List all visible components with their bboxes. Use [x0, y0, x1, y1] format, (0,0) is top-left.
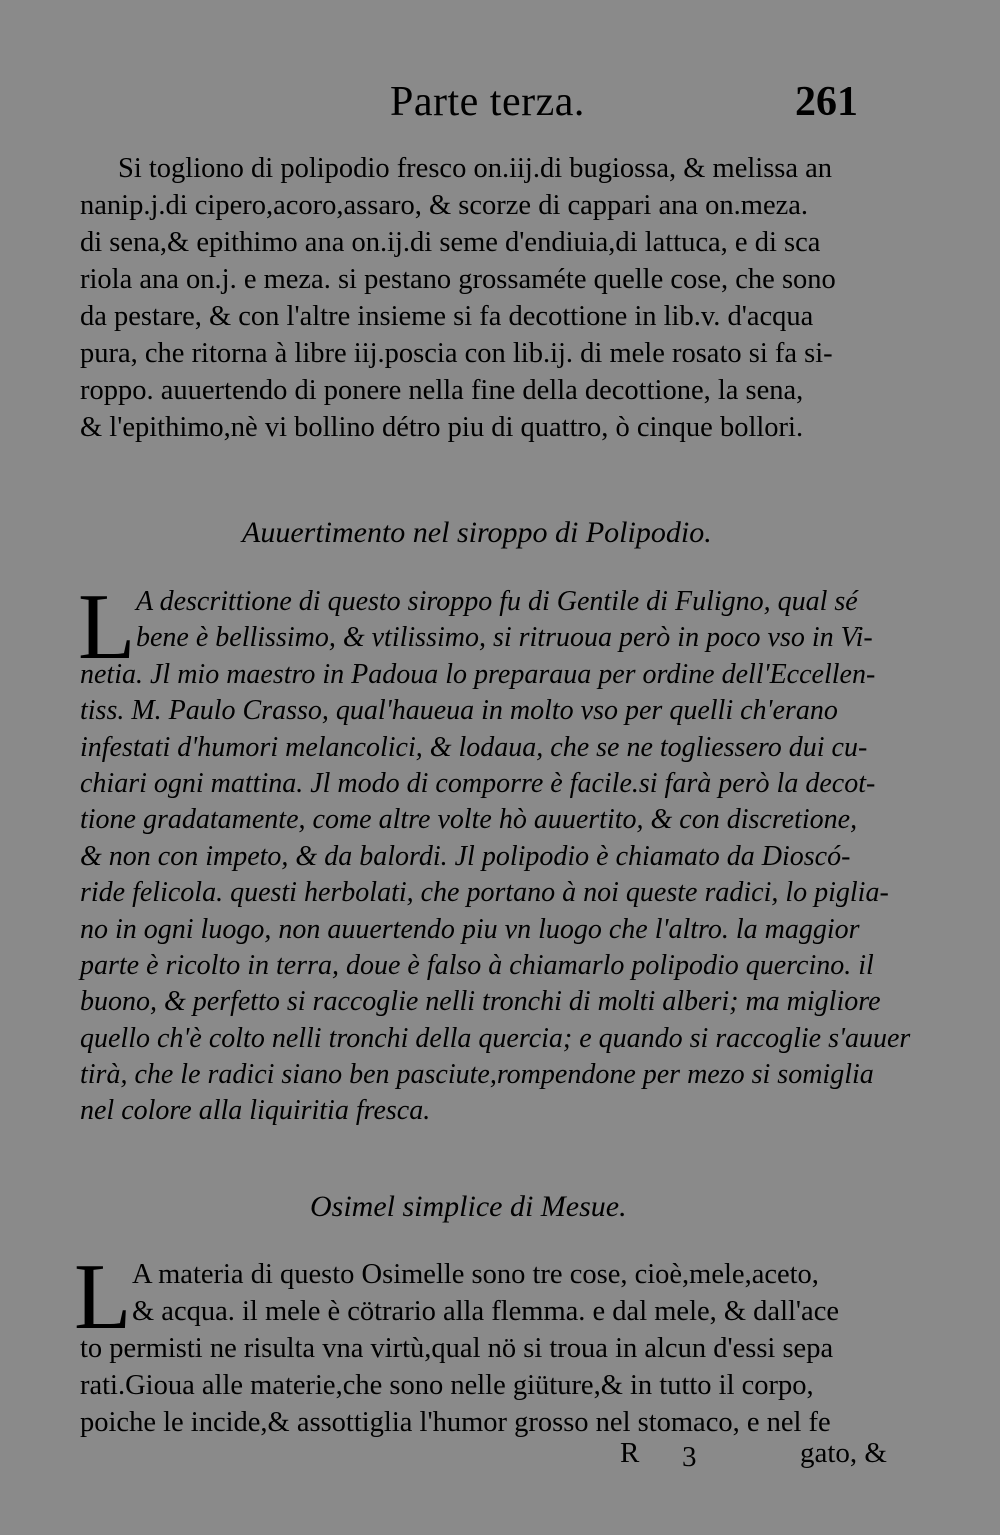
text-line: & non con impeto, & da balordi. Jl polipodio è chiamato da Dioscó-: [80, 840, 851, 872]
text-line: nanip.j.di cipero,acoro,assaro, & scorze di cappari ana on.meza.: [80, 190, 809, 221]
text-line: no in ogni luogo, non auuertendo piu vn luogo che l'altro. la maggior: [80, 913, 860, 945]
text-line: di sena,& epithimo ana on.ij.di seme d'endiuia,di lattuca, e di sca: [80, 227, 821, 258]
text-line: parte è ricolto in terra, doue è falso à chiamarlo polipodio quercino. il: [80, 949, 874, 981]
paragraph-auuertimento: [78, 575, 920, 1130]
text-line: tione gradatamente, come altre volte hò auuertito, & con discretione,: [80, 804, 858, 836]
text-line: A descrittione di questo siroppo fu di Gentile di Fuligno, qual sé: [136, 586, 858, 617]
text-line: & l'epithimo,nè vi bollino détro piu di quattro, ò cinque bollori.: [80, 412, 804, 443]
text-line: to permisti ne risulta vna virtù,qual nö si troua in alcun d'essi sepa: [80, 1333, 834, 1364]
paragraph-osimel: [74, 1245, 920, 1441]
signature-mark: R: [620, 1437, 640, 1469]
drop-cap: L: [74, 1245, 132, 1349]
text-line: netia. Jl mio maestro in Padoua lo preparaua per ordine dell'Eccellen-: [80, 658, 876, 690]
text-line: rati.Gioua alle materie,che sono nelle giüture,& in tutto il corpo,: [80, 1370, 814, 1401]
text-line: poiche le incide,& assottiglia l'humor grosso nel stomaco, e nel fe: [80, 1407, 831, 1438]
text-line: chiari ogni mattina. Jl modo di comporre è facile.si farà però la decot-: [80, 767, 876, 799]
text-line: tirà, che le radici siano ben pasciute,rompendone per mezo si somiglia: [80, 1059, 874, 1091]
text-line: tiss. M. Paulo Crasso, qual'haueua in molto vso per quelli ch'erano: [80, 695, 838, 727]
running-title: Parte terza.: [390, 79, 585, 125]
page-footer: [0, 1437, 1000, 1477]
text-line: ride felicola. questi herbolati, che portano à noi queste radici, lo piglia-: [80, 877, 889, 909]
text-line: quello ch'è colto nelli tronchi della quercia; e quando si raccoglie s'auuer: [80, 1022, 911, 1054]
paragraph-recipe: [80, 150, 920, 446]
text-line: infestati d'humori melancolici, & lodaua, che se ne togliessero dui cu-: [80, 731, 868, 763]
text-line: riola ana on.j. e meza. si pestano grossaméte quelle cose, che sono: [80, 264, 836, 295]
text-line: da pestare, & con l'altre insieme si fa decottione in lib.v. d'acqua: [80, 301, 814, 332]
text-line: buono, & perfetto si raccoglie nelli tronchi di molti alberi; ma migliore: [80, 986, 881, 1018]
section-heading: Osimel simplice di Mesue.: [310, 1190, 627, 1223]
text-line: roppo. auuertendo di ponere nella fine della decottione, la sena,: [80, 375, 804, 406]
signature-number: 3: [682, 1441, 697, 1473]
drop-cap: L: [78, 575, 136, 679]
text-line: A materia di questo Osimelle sono tre cose, cioè,mele,aceto,: [132, 1259, 819, 1290]
text-line: pura, che ritorna à libre iij.poscia con lib.ij. di mele rosato si fa si-: [80, 338, 833, 369]
text-line: Si togliono di polipodio fresco on.iij.di bugiossa, & melissa an: [118, 153, 833, 184]
text-line: bene è bellissimo, & vtilissimo, si ritruoua però in poco vso in Vi-: [136, 622, 873, 654]
running-header: [0, 78, 1000, 138]
text-line: nel colore alla liquiritia fresca.: [80, 1095, 431, 1127]
section-heading: Auuertimento nel siroppo di Polipodio.: [242, 516, 712, 549]
catchword: gato, &: [800, 1437, 887, 1469]
page-number: 261: [795, 79, 858, 125]
text-line: & acqua. il mele è cötrario alla flemma. e dal mele, & dall'ace: [132, 1296, 840, 1327]
